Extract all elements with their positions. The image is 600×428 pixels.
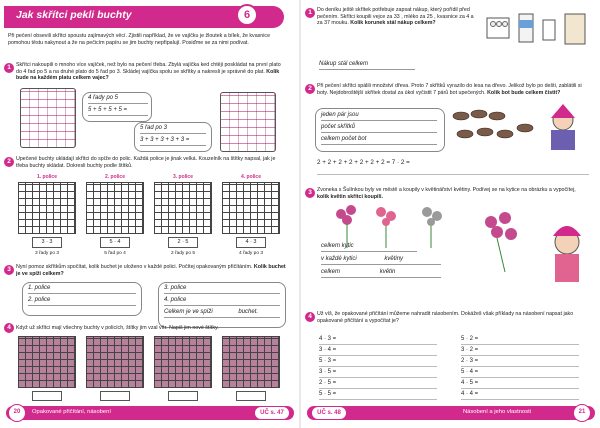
page-number-left: 20 (8, 404, 26, 422)
shelf-caption-3: 2 řady po 5 (170, 251, 195, 256)
tray2-sum[interactable]: 3 + 3 + 3 + 3 + 3 = (140, 136, 206, 146)
t3-police-1[interactable]: 1. police (28, 284, 136, 294)
left-equation[interactable]: 5 · 3 = (319, 356, 437, 367)
page-number-right: 21 (573, 404, 591, 422)
tray1-rows: 4 řady po 5 (88, 94, 148, 104)
task-number-4: 4 (305, 312, 315, 322)
task-number-4: 4 (4, 323, 14, 333)
t3-police-3[interactable]: 3. police (164, 284, 280, 294)
task2-text: Upečené buchty ukládají skřítci do spíže do polic. Každá police je jinak velká. Kouzelník na štítky napsal, jak je třeba buchty skládat. Dokresli buchty podle štítků. (16, 156, 276, 169)
t3-each[interactable]: v každé kytici květiny (321, 255, 441, 265)
right-equation[interactable]: 4 · 4 = (461, 389, 579, 400)
shelf-label-4: 4. police (240, 174, 261, 180)
full-shelf-1 (18, 336, 76, 388)
shelf-rack-4[interactable] (222, 182, 280, 234)
right-page (301, 0, 600, 428)
task3-text: Zvoneka s Šulínkou byly ve městě a koupily v květinářství květiny. Podívej se na kytice na obrázku a vypočítej, kolik květin skřítci koupili. (317, 187, 576, 200)
t2-count[interactable]: počet skřítků (321, 123, 437, 133)
task1-text: Do deníku ještě skřítek potřebuje zapsat nákup, který pořídil před pečením. Skřítci koupili vejce za 33 , mléko za 25 , kvasnice za 4 a za 37 mouku. Kolik korunek stál nákup celkem? (317, 7, 474, 27)
left-equation[interactable]: 2 · 5 = (319, 378, 437, 389)
tray2-rows: 5 řad po 3 (140, 124, 206, 134)
intro-text: Při pečení obsevili skřítci spoustu zajímavých věcí. Zjistili například, že ve vajíčku je žloutek a bílek, že kvasnice pomohou těstu nakynout a že na pečicím papíru se jim buchty nepřipalují. Posiďme se za nimi podívat. (8, 33, 271, 46)
egg-tray-2[interactable] (220, 92, 276, 152)
full-shelf-3 (154, 336, 212, 388)
shelf-caption-2: 5 řad po 4 (104, 251, 126, 256)
shelf-caption-4: 4 řady po 3 (238, 251, 263, 256)
t3-police-2[interactable]: 2. police (28, 296, 136, 306)
t3-police-4[interactable]: 4. police (164, 296, 280, 306)
task-number-1: 1 (4, 63, 14, 73)
t3-total[interactable]: Celkem je ve spíži buchet. (164, 308, 280, 318)
page-title: Jak skřítci pekli buchty (16, 9, 132, 21)
left-equation[interactable]: 3 · 4 = (319, 345, 437, 356)
purchase-total-line[interactable]: Nákup stál celkem (319, 60, 415, 70)
shelf-label-1: 1. police (36, 174, 57, 180)
left-equation[interactable]: 5 · 5 = (319, 389, 437, 400)
label-blank-2[interactable] (100, 391, 130, 401)
egg-tray-1[interactable] (20, 88, 76, 148)
footer-bar-right (307, 406, 595, 420)
task-number-1: 1 (305, 8, 315, 18)
shelf-label-2: 2. police (104, 174, 125, 180)
label-blank-1[interactable] (32, 391, 62, 401)
task4-text: Už víš, že opakované přičítání můžeme nahradit násobením. Dokážeš však příklady na násobení napsat jako opakované přičítání a vypočítat je? (317, 311, 574, 324)
right-equation[interactable]: 3 · 2 = (461, 345, 579, 356)
task2-text: Při pečení skřítci spálili množství dřeva. Proto 7 skřítků vyrazilo do lesa na dřevo. Jelikož bylo po dešti, zablátili si boty. Nejdobroštější skřítek dostal za úkol vyčistit 7 párů bot upečených. Kolik bot bude celkem čistit? (317, 83, 582, 96)
shelf-caption-1: 3 řady po 3 (34, 251, 59, 256)
tray1-sum[interactable]: 5 + 5 + 5 + 5 = (88, 106, 148, 116)
groceries-icon (485, 10, 593, 50)
muddy-shoes-icon (451, 104, 593, 156)
t3-bouquets[interactable]: celkem kytic (321, 242, 417, 252)
left-page (0, 0, 299, 428)
uc-ref-left[interactable]: UČ s. 47 (254, 406, 290, 420)
label-blank-3[interactable] (168, 391, 198, 401)
shelf-expr-3: 2 · 5 (168, 237, 198, 248)
t2-answer-line[interactable] (317, 174, 589, 175)
task1-text: Skřítci nakoupili o mnoho více vajíček, než bylo na pečení třeba. Zbylá vajíčka ked chtěji poskládat na první plato do 4 řad po 5 a na druhé plato do 5 řad po 3. Skládej vajíčka spolu se skřítky a nakresli je správně do plat. Kolik bude na každém platu celkem vajec? (16, 62, 281, 82)
shelf-rack-2[interactable] (86, 182, 144, 234)
t2-pair[interactable]: jeden pár jsou (321, 111, 437, 121)
left-equation[interactable]: 3 · 5 = (319, 367, 437, 378)
uc-ref-right[interactable]: UČ s. 48 (311, 406, 347, 420)
label-blank-4[interactable] (236, 391, 266, 401)
footer-left-text: Opakované přičítání, násobení (32, 409, 111, 415)
shelf-expr-4: 4 · 3 (236, 237, 266, 248)
full-shelf-2 (86, 336, 144, 388)
t2-sum: 2 + 2 + 2 + 2 + 2 + 2 + 2 = 7 · 2 = (317, 159, 410, 166)
shelf-rack-3[interactable] (154, 182, 212, 234)
task-number-2: 2 (4, 157, 14, 167)
right-equation[interactable]: 5 · 4 = (461, 367, 579, 378)
task-number-3: 3 (4, 265, 14, 275)
task3-text: Nyní pomoz skřítkům spočítat, kolik buchet je uloženo v každé polici. Počítej opakovaným přičítáním. Kolik buchet je ve spíži celkem? (16, 264, 286, 277)
footer-right-text: Násobení a jeho vlastnosti (463, 409, 531, 415)
t3-total[interactable]: celkem květin (321, 268, 441, 278)
task4-text: Když už skřítci mají všechny buchty v policích, štítky jim vzal vítr. Napiš jim nové štítky. (16, 325, 219, 331)
task-number-3: 3 (305, 188, 315, 198)
shelf-rack-1[interactable] (18, 182, 76, 234)
t2-total[interactable]: celkem počet bot (321, 135, 437, 145)
right-equation[interactable]: 4 · 5 = (461, 378, 579, 389)
shelf-expr-1: 3 · 3 (32, 237, 62, 248)
elf-with-flowers-icon (477, 212, 597, 286)
shelf-label-3: 3. police (172, 174, 193, 180)
right-equation[interactable]: 2 · 3 = (461, 356, 579, 367)
full-shelf-4 (222, 336, 280, 388)
left-equation[interactable]: 4 · 3 = (319, 334, 437, 345)
right-equation[interactable]: 5 · 2 = (461, 334, 579, 345)
chapter-badge: 6 (236, 4, 258, 26)
task-number-2: 2 (305, 84, 315, 94)
shelf-expr-2: 5 · 4 (100, 237, 130, 248)
